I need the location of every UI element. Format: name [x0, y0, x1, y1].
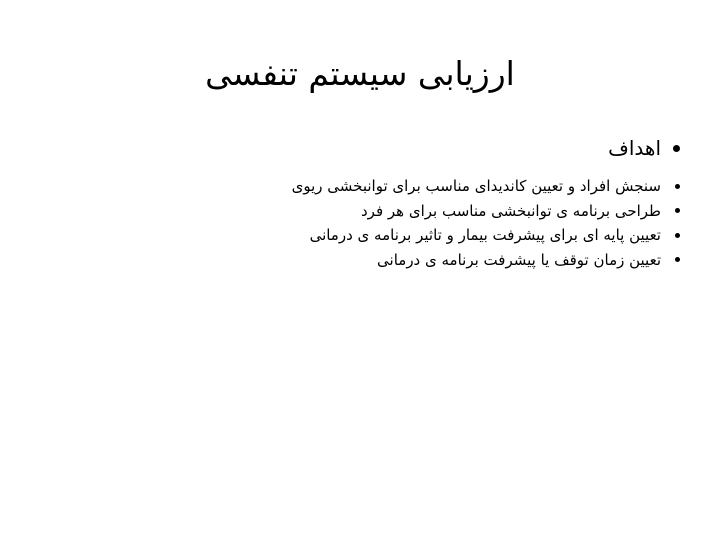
slide-title: ارزیابی سیستم تنفسی — [205, 54, 515, 93]
bullet-icon — [675, 233, 680, 238]
bullet-icon — [675, 257, 680, 262]
objectives-heading — [608, 133, 680, 163]
bullet-icon — [673, 145, 680, 152]
bullet-icon — [675, 184, 680, 189]
list-item — [120, 248, 680, 273]
list-item — [120, 174, 680, 199]
objectives-heading-label: اهداف — [608, 136, 661, 160]
list-item-text: سنجش افراد و تعیین کاندیدای مناسب برای توانبخشی ریوی — [291, 177, 661, 196]
list-item-text: طراحی برنامه ی توانبخشی مناسب برای هر فرد — [360, 201, 661, 220]
list-item-text: تعیین زمان توقف یا پیشرفت برنامه ی درمانی — [377, 250, 661, 269]
objectives-list — [120, 174, 680, 272]
bullet-icon — [675, 208, 680, 213]
list-item — [120, 223, 680, 248]
list-item-text: تعیین پایه ای برای پیشرفت بیمار و تاثیر برنامه ی درمانی — [309, 226, 661, 245]
list-item — [120, 199, 680, 224]
